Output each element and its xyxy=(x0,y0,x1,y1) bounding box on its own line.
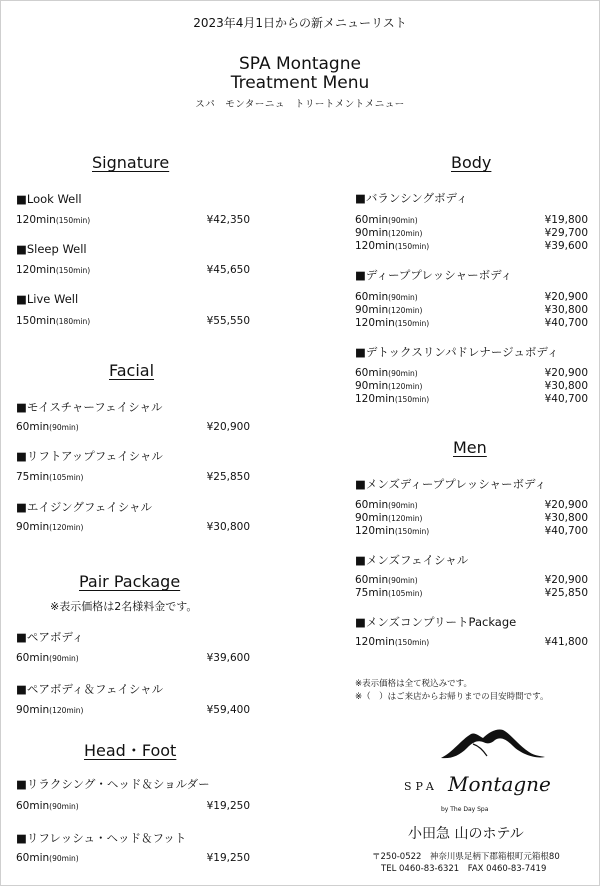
total-time: (150min) xyxy=(394,395,430,404)
duration: 60min xyxy=(355,367,389,379)
duration-row xyxy=(355,380,422,392)
duration-row xyxy=(355,636,429,648)
price: ¥19,250 xyxy=(206,800,250,812)
total-time: (90min) xyxy=(388,501,418,510)
item-title: ■Live Well xyxy=(16,292,79,306)
page-subtitle: Treatment Menu xyxy=(230,73,370,93)
total-time: (120min) xyxy=(388,514,423,523)
item-title: ■モイスチャーフェイシャル xyxy=(16,400,163,414)
total-time: (90min) xyxy=(49,854,79,863)
duration: 120min xyxy=(355,317,395,329)
duration-row xyxy=(16,800,79,812)
total-time: (90min) xyxy=(388,293,418,302)
duration: 120min xyxy=(16,214,56,226)
section-title-signature: Signature xyxy=(92,153,170,172)
item-title: ■デトックスリンパドレナージュボディ xyxy=(355,345,559,359)
item-title: ■リフトアップフェイシャル xyxy=(16,449,163,463)
duration-row xyxy=(355,304,422,316)
duration-row xyxy=(16,421,79,433)
duration-row xyxy=(16,315,90,327)
section-title-facial: Facial xyxy=(109,361,155,380)
duration: 60min xyxy=(16,652,50,664)
logo-byline: by The Day Spa xyxy=(441,806,489,813)
section-title-pair-package: Pair Package xyxy=(79,572,181,591)
duration-row xyxy=(16,264,90,276)
price: ¥41,800 xyxy=(544,636,588,648)
duration: 60min xyxy=(16,421,50,433)
price: ¥55,550 xyxy=(206,315,250,327)
logo-spa-text: SPA xyxy=(404,780,438,793)
total-time: (105min) xyxy=(49,473,84,482)
duration: 60min xyxy=(16,800,50,812)
duration-row xyxy=(355,367,418,379)
total-time: (150min) xyxy=(394,242,430,251)
duration-row xyxy=(355,227,422,239)
duration-row xyxy=(355,214,418,226)
item-title: ■ディーププレッシャーボディ xyxy=(355,268,513,282)
price: ¥40,700 xyxy=(544,317,588,329)
total-time: (120min) xyxy=(388,382,423,391)
duration: 90min xyxy=(355,380,389,392)
duration-row xyxy=(355,499,418,511)
total-time: (105min) xyxy=(388,589,423,598)
price: ¥29,700 xyxy=(544,227,588,239)
duration-row xyxy=(355,587,422,599)
duration-row xyxy=(355,525,429,537)
duration-row xyxy=(355,512,422,524)
item-title: ■ペアボディ xyxy=(16,630,84,644)
price: ¥59,400 xyxy=(206,704,250,716)
duration-row xyxy=(16,521,83,533)
mountain-logo-icon xyxy=(437,726,547,766)
price: ¥20,900 xyxy=(544,574,588,586)
duration: 60min xyxy=(355,214,389,226)
price: ¥30,800 xyxy=(206,521,250,533)
total-time: (120min) xyxy=(49,523,84,532)
price: ¥20,900 xyxy=(544,367,588,379)
logo-montagne-text: Montagne xyxy=(448,772,551,796)
duration: 75min xyxy=(16,471,50,483)
total-time: (90min) xyxy=(388,216,418,225)
duration-row xyxy=(355,240,429,252)
price: ¥42,350 xyxy=(206,214,250,226)
section-title-head-foot: Head・Foot xyxy=(84,741,177,760)
duration-row xyxy=(16,471,83,483)
item-title: ■リフレッシュ・ヘッド＆フット xyxy=(16,831,187,845)
page-title: SPA Montagne xyxy=(239,54,361,74)
price: ¥20,900 xyxy=(544,291,588,303)
price: ¥40,700 xyxy=(544,393,588,405)
duration: 90min xyxy=(16,521,50,533)
duration-row xyxy=(16,852,79,864)
duration: 150min xyxy=(16,315,56,327)
pair-price-note: ※表示価格は2名様料金です。 xyxy=(50,600,198,613)
duration: 90min xyxy=(355,304,389,316)
total-time: (150min) xyxy=(394,319,430,328)
total-time: (150min) xyxy=(55,266,91,275)
item-title: ■Sleep Well xyxy=(16,242,87,256)
total-time: (90min) xyxy=(49,654,79,663)
price: ¥30,800 xyxy=(544,512,588,524)
duration: 60min xyxy=(355,574,389,586)
price: ¥39,600 xyxy=(206,652,250,664)
total-time: (90min) xyxy=(49,423,79,432)
duration-row xyxy=(16,652,79,664)
tax-note: ※表示価格は全て税込みです。 xyxy=(355,679,472,689)
total-time: (90min) xyxy=(388,369,418,378)
price: ¥19,800 xyxy=(544,214,588,226)
duration: 90min xyxy=(355,512,389,524)
duration: 120min xyxy=(355,393,395,405)
section-title-body: Body xyxy=(451,153,492,172)
total-time: (120min) xyxy=(388,229,423,238)
price: ¥40,700 xyxy=(544,525,588,537)
duration: 90min xyxy=(355,227,389,239)
duration: 120min xyxy=(16,264,56,276)
item-title: ■バランシングボディ xyxy=(355,191,468,205)
menu-notice: 2023年4月1日からの新メニューリスト xyxy=(193,16,407,30)
duration: 120min xyxy=(355,525,395,537)
total-time: (180min) xyxy=(55,317,91,326)
duration: 120min xyxy=(355,636,395,648)
item-title: ■メンズコンプリートPackage xyxy=(355,615,517,629)
time-note: ※（ ）はご来店からお帰りまでの目安時間です。 xyxy=(355,692,549,702)
price: ¥39,600 xyxy=(544,240,588,252)
hotel-phone: TEL 0460-83-6321 FAX 0460-83-7419 xyxy=(381,864,547,874)
section-title-men: Men xyxy=(453,438,487,457)
total-time: (150min) xyxy=(55,216,91,225)
item-title: ■ペアボディ＆フェイシャル xyxy=(16,682,164,696)
page-title-kana: スパ モンターニュ トリートメントメニュー xyxy=(195,99,405,110)
price: ¥45,650 xyxy=(206,264,250,276)
duration-row xyxy=(355,317,429,329)
price: ¥30,800 xyxy=(544,304,588,316)
item-title: ■Look Well xyxy=(16,192,82,206)
price: ¥19,250 xyxy=(206,852,250,864)
duration-row xyxy=(16,214,90,226)
duration: 120min xyxy=(355,240,395,252)
duration-row xyxy=(355,393,429,405)
price: ¥30,800 xyxy=(544,380,588,392)
total-time: (120min) xyxy=(388,306,423,315)
total-time: (90min) xyxy=(388,576,418,585)
price: ¥20,900 xyxy=(544,499,588,511)
price: ¥25,850 xyxy=(544,587,588,599)
duration: 90min xyxy=(16,704,50,716)
total-time: (120min) xyxy=(49,706,84,715)
item-title: ■メンズディーププレッシャーボディ xyxy=(355,477,547,491)
duration: 75min xyxy=(355,587,389,599)
total-time: (90min) xyxy=(49,802,79,811)
total-time: (150min) xyxy=(394,638,430,647)
item-title: ■リラクシング・ヘッド＆ショルダー xyxy=(16,777,210,791)
duration: 60min xyxy=(355,291,389,303)
duration-row xyxy=(355,574,418,586)
item-title: ■エイジングフェイシャル xyxy=(16,500,153,514)
price: ¥20,900 xyxy=(206,421,250,433)
hotel-name: 小田急 山のホテル xyxy=(408,826,524,842)
duration: 60min xyxy=(355,499,389,511)
duration-row xyxy=(16,704,83,716)
item-title: ■メンズフェイシャル xyxy=(355,553,469,567)
duration-row xyxy=(355,291,418,303)
hotel-address: 〒250-0522 神奈川県足柄下郡箱根町元箱根80 xyxy=(372,852,560,862)
total-time: (150min) xyxy=(394,527,430,536)
price: ¥25,850 xyxy=(206,471,250,483)
duration: 60min xyxy=(16,852,50,864)
